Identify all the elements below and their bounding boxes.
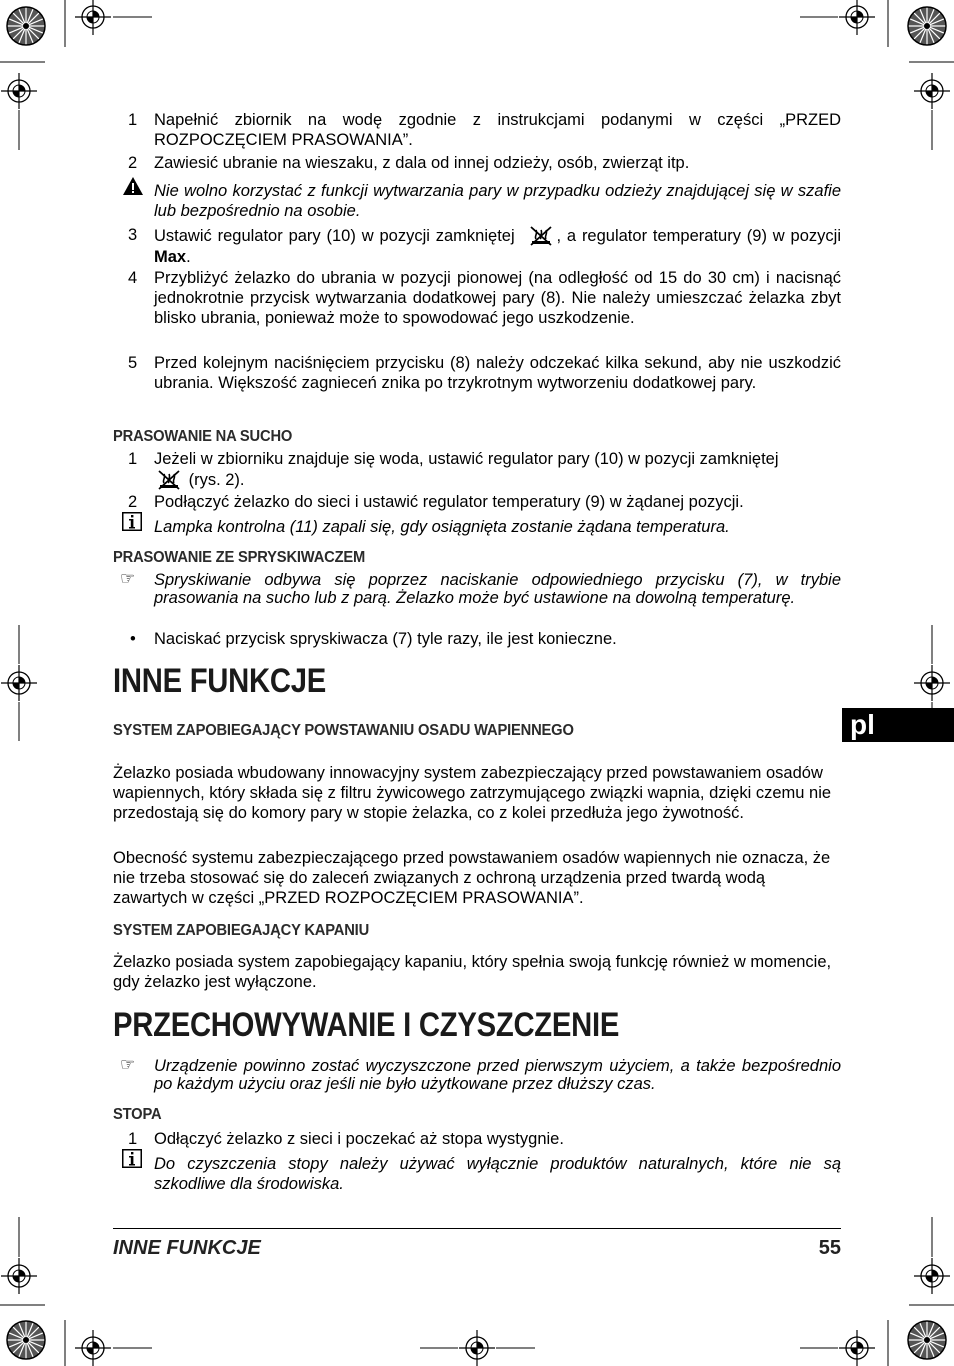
- step-text: [154, 225, 841, 267]
- dry-ironing-heading: PRASOWANIE NA SUCHO: [113, 428, 293, 445]
- step3-text-c: .: [186, 248, 191, 266]
- spray-bullet-text: Naciskać przycisk spryskiwacza (7) tyle razy, ile jest konieczne.: [154, 630, 617, 648]
- language-tab-label: pl: [850, 709, 875, 740]
- step-number: 2: [128, 493, 138, 511]
- anti-drip-heading: SYSTEM ZAPOBIEGAJĄCY KAPANIU: [113, 922, 370, 939]
- footer-divider: [113, 1228, 841, 1229]
- bullet: •: [130, 630, 136, 648]
- warning-triangle-icon: [122, 176, 144, 196]
- dry-step2: Podłączyć żelazko do sieci i ustawić regulator temperatury (9) w żądanej pozycji.: [154, 493, 744, 511]
- anti-drip-paragraph: Żelazko posiada system zapobiegający kapaniu, który spełnia swoją funkcję również w momencie, gdy żelazko jest wyłączone.: [113, 953, 832, 991]
- step3-text-b: , a regulator temperatury (9) w pozycji: [556, 227, 841, 245]
- dry-step1-text: Jeżeli w zbiorniku znajduje się woda, ustawić regulator pary (10) w pozycji zamkniętej: [154, 450, 779, 468]
- step-text: Napełnić zbiornik na wodę zgodnie z instrukcjami podanymi w części „PRZED ROZPOCZĘCIEM PRASOWANIA”.: [154, 111, 841, 149]
- page-number: 55: [818, 1237, 841, 1259]
- info-icon: [122, 1149, 142, 1168]
- step-number: 2: [128, 154, 138, 172]
- step-text: Przybliżyć żelazko do ubrania w pozycji pionowej (na odległość od 15 do 30 cm) i nacisnąć jednokrotnie przycisk wytwarzania dodatkowej pary (8). Nie należy umieszczać żelazka zbyt blisko ubrania, ponieważ może to spowodować jego uszkodzenie.: [154, 269, 841, 327]
- step3-bold: Max: [154, 248, 187, 266]
- spray-heading: PRASOWANIE ZE SPRYSKIWACZEM: [113, 549, 366, 566]
- spray-note: Spryskiwanie odbywa się poprzez naciskanie odpowiedniego przycisku (7), w trybie prasowania na sucho lub z parą. Żelazko może być ustawione na dowolną temperaturę.: [154, 571, 841, 607]
- section-title: INNE FUNKCJE: [113, 662, 326, 700]
- sole-heading: STOPA: [113, 1106, 162, 1123]
- step-number: 1: [128, 111, 138, 129]
- footer-section-title: INNE FUNKCJE: [113, 1237, 261, 1259]
- step-number: 1: [128, 1130, 138, 1148]
- steam-off-icon: [528, 225, 554, 247]
- pointing-hand-icon: ☞: [120, 1055, 136, 1074]
- step-text: Zawiesić ubranie na wieszaku, z dala od innej odzieży, osób, zwierząt itp.: [154, 154, 690, 172]
- dry-info-text: Lampka kontrolna (11) zapali się, gdy osiągnięta zostanie żądana temperatura.: [154, 518, 730, 536]
- anti-calc-paragraph-2: Obecność systemu zabezpieczającego przed powstawaniem osadów wapiennych nie oznacza, że nie trzeba stosować się do zaleceń związanych z ochroną urządzenia przed twardą wodą zawartych w części „PRZED ROZPOCZĘCIEM PRASOWANIA”.: [113, 849, 831, 907]
- dry-step1-figure-ref: (rys. 2).: [188, 471, 245, 489]
- language-tab: [842, 708, 954, 742]
- section-title: PRZECHOWYWANIE I CZYSZCZENIE: [113, 1006, 620, 1044]
- steam-off-icon: [156, 469, 182, 491]
- dry-step1: [154, 449, 841, 491]
- info-icon: [122, 512, 142, 531]
- sole-info-text: Do czyszczenia stopy należy używać wyłącznie produktów naturalnych, które nie są szkodliwe dla środowiska.: [154, 1155, 841, 1193]
- step-number: 5: [128, 354, 138, 372]
- warning-text: Nie wolno korzystać z funkcji wytwarzania pary w przypadku odzieży znajdującej się w szafie lub bezpośrednio na osobie.: [154, 182, 841, 220]
- storage-note: Urządzenie powinno zostać wyczyszczone przed pierwszym użyciem, a także bezpośrednio po każdym użyciu oraz jeśli nie było użytkowane przez dłuższy czas.: [154, 1057, 841, 1093]
- step-number: 4: [128, 269, 138, 287]
- step-text: Przed kolejnym naciśnięciem przycisku (8) należy odczekać kilka sekund, aby nie uszkodzić ubrania. Większość zagnieceń znika po trzykrotnym wytworzeniu dodatkowej pary.: [154, 354, 841, 392]
- anti-calc-paragraph-1: Żelazko posiada wbudowany innowacyjny system zabezpieczający przed powstawaniem osadów wapiennych, który składa się z filtru żywicowego zatrzymującego związki wapnia, dzięki czemu nie przedostają się do komory pary w stopie żelazka, co z kolei przedłuża jego żywotność.: [113, 764, 832, 822]
- sole-step1: Odłączyć żelazko z sieci i poczekać aż stopa wystygnie.: [154, 1130, 564, 1148]
- anti-calc-heading: SYSTEM ZAPOBIEGAJĄCY POWSTAWANIU OSADU WAPIENNEGO: [113, 722, 574, 739]
- pointing-hand-icon: ☞: [120, 569, 136, 588]
- step-number: 3: [128, 226, 138, 244]
- step-number: 1: [128, 450, 138, 468]
- step3-text-a: Ustawić regulator pary (10) w pozycji zamkniętej: [154, 227, 515, 245]
